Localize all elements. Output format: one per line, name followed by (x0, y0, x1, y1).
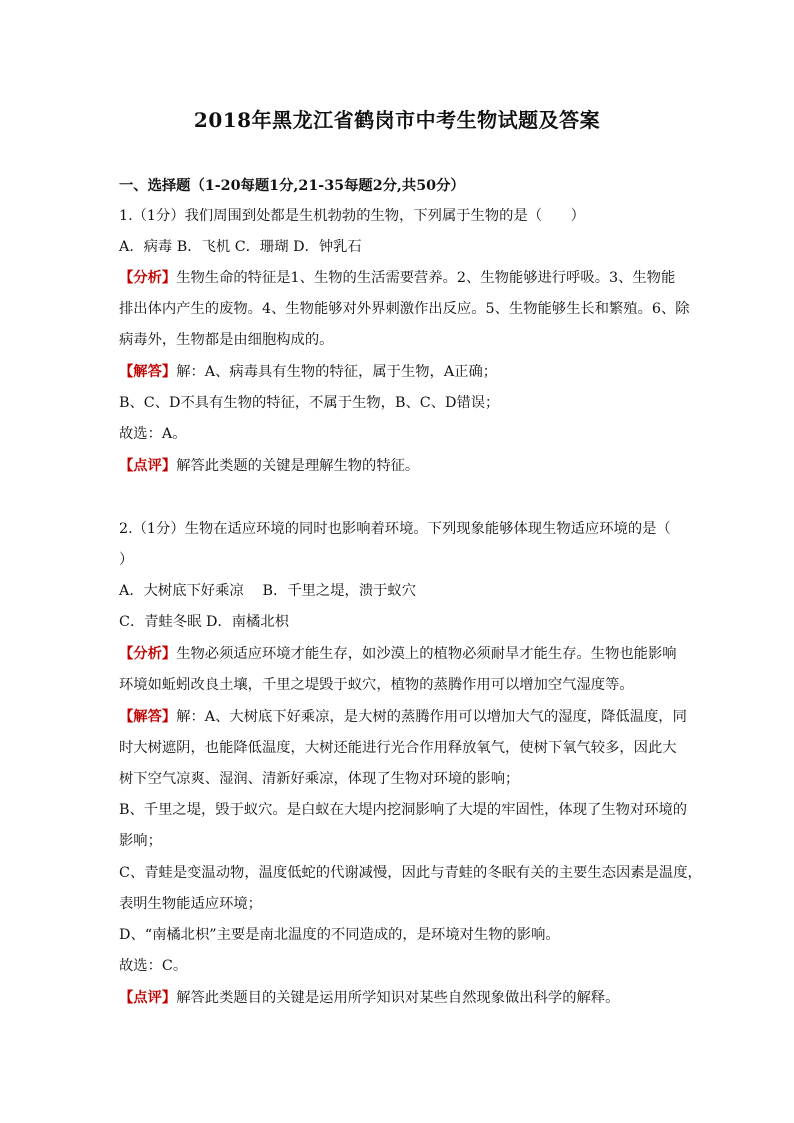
q1-answer-line-2: B、C、D不具有生物的特征，不属于生物，B、C、D错误； (119, 395, 500, 411)
q2-comment: 【点评】解答此类题目的关键是运用所学知识对某些自然现象做出科学的解释。 (119, 990, 620, 1006)
analysis-tag: 【分析】 (119, 646, 177, 662)
q2-answer-line-2: 时大树遮阴，也能降低温度，大树还能进行光合作用释放氧气，使树下氧气较多，因此大 (119, 740, 677, 756)
answer-tag: 【解答】 (119, 364, 177, 380)
q2-stem-line-2: ） (119, 552, 134, 568)
q1-comment: 【点评】解答此类题的关键是理解生物的特征。 (119, 458, 420, 474)
q2-answer-line-3: 树下空气凉爽、湿润、清新好乘凉，体现了生物对环境的影响； (119, 771, 520, 787)
comment-tag: 【点评】 (119, 990, 177, 1006)
q2-analysis-line-1: 【分析】生物必须适应环境才能生存，如沙漠上的植物必须耐旱才能生存。生物也能影响 (119, 646, 677, 662)
section-heading: 一、选择题（1-20每题1分,21-35每题2分,共50分） (119, 178, 465, 194)
q1-options: A．病毒 B．飞机 C．珊瑚 D．钟乳石 (119, 239, 362, 255)
q2-stem-line-1: 2.（1分）生物在适应环境的同时也影响着环境。下列现象能够体现生物适应环境的是（ (119, 521, 671, 537)
answer-tag: 【解答】 (119, 709, 177, 725)
q2-answer-line-6: C、青蛙是变温动物，温度低蛇的代谢减慢，因此与青蛙的冬眠有关的主要生态因素是温度， (119, 865, 702, 881)
q2-answer-line-1: 【解答】解：A、大树底下好乘凉，是大树的蒸腾作用可以增加大气的湿度，降低温度，同 (119, 709, 687, 725)
q1-analysis-line-3: 病毒外，生物都是由细胞构成的。 (119, 332, 334, 348)
analysis-tag: 【分析】 (119, 270, 177, 286)
q2-answer-line-8: D、“南橘北枳”主要是南北温度的不同造成的，是环境对生物的影响。 (119, 927, 560, 943)
q2-analysis-line-2: 环境如蚯蚓改良土壤，千里之堤毁于蚁穴，植物的蒸腾作用可以增加空气湿度等。 (119, 677, 634, 693)
q1-answer-line-1: 【解答】解：A、病毒具有生物的特征，属于生物，A正确； (119, 364, 498, 380)
q2-options-line-1: A．大树底下好乘凉 B．千里之堤，溃于蚁穴 (119, 583, 417, 599)
q1-analysis-line-2: 排出体内产生的废物。4、生物能够对外界刺激作出反应。5、生物能够生长和繁殖。6、除 (119, 301, 690, 317)
comment-tag: 【点评】 (119, 458, 177, 474)
q1-analysis-line-1: 【分析】生物生命的特征是1、生物的生活需要营养。2、生物能够进行呼吸。3、生物能 (119, 270, 676, 286)
q1-answer-line-3: 故选：A。 (119, 426, 187, 442)
q2-answer-line-9: 故选：C。 (119, 958, 188, 974)
q2-answer-line-4: B、千里之堤，毁于蚁穴。是白蚁在大堤内挖洞影响了大堤的牢固性，体现了生物对环境的 (119, 802, 688, 818)
document-title: 2018年黑龙江省鹤岗市中考生物试题及答案 (193, 108, 601, 132)
q1-stem: 1.（1分）我们周围到处都是生机勃勃的生物，下列属于生物的是（ ） (119, 208, 585, 224)
q2-answer-line-7: 表明生物能适应环境； (119, 896, 262, 912)
q2-answer-line-5: 影响； (119, 833, 162, 849)
q2-options-line-2: C．青蛙冬眠 D．南橘北枳 (119, 614, 289, 630)
